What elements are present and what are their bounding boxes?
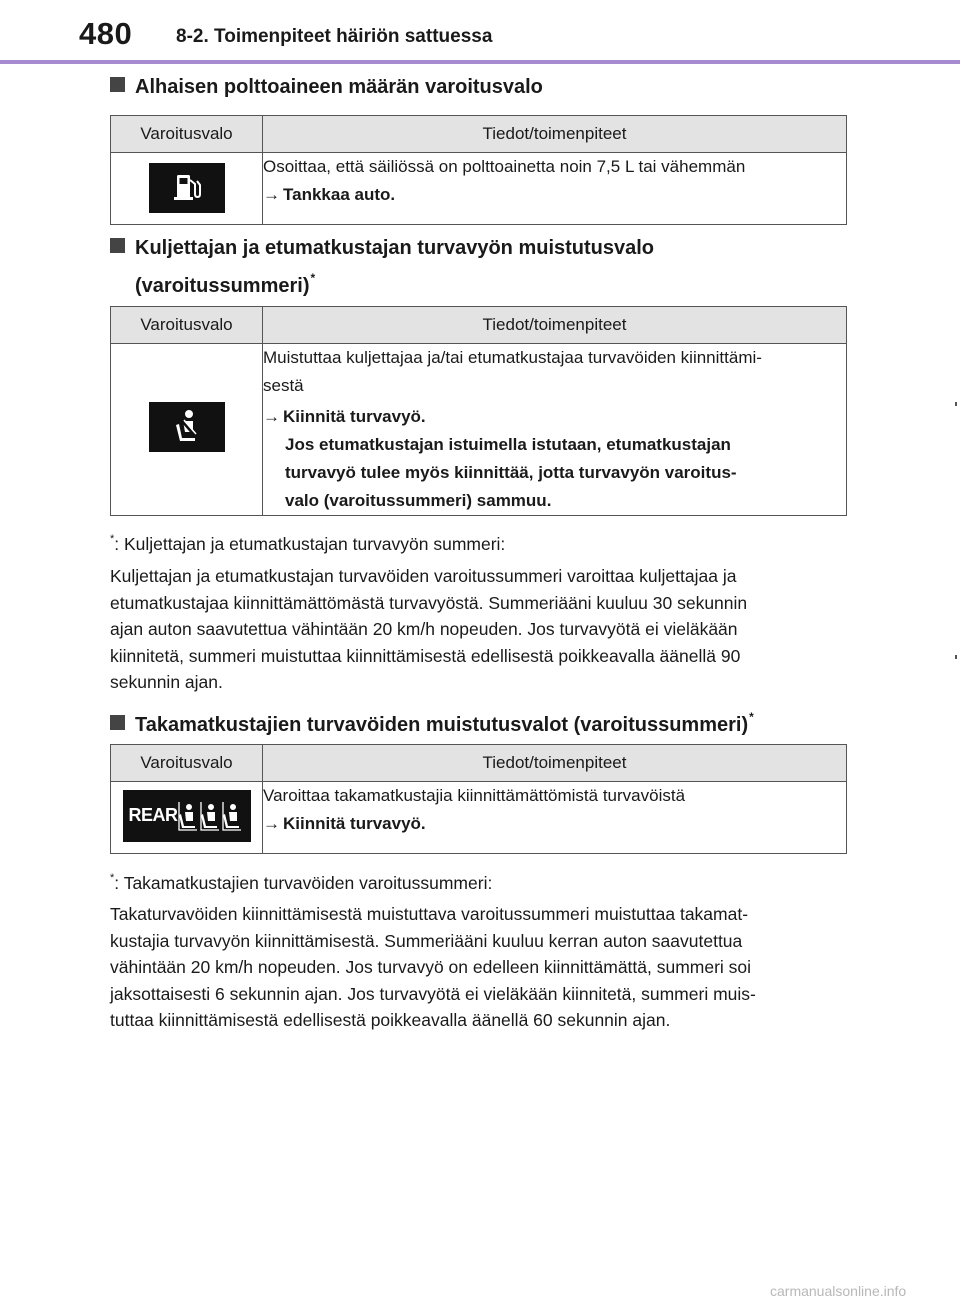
section-title-front-seatbelt: Kuljettajan ja etumatkustajan turvavyön muistutusvalo (varoitussummeri)* — [110, 233, 654, 301]
footnote-2-body: Takaturvavöiden kiinnittämisestä muistuttava varoitussummeri muistuttaa takamat- kustajia turvavyön kiinnittämisestä. Summeriääni kuuluu kerran auton saavutettua vähintään 20 km/h nopeuden. Jos turvavyö on edelleen kiinnittämättä, summeri soi jaksottaisesti 6 sekunnin ajan. Jos turvavyötä ei vieläkään kiinnitetä, summeri muis- tuttaa kiinnittämisestä edellisestä poikkeavalla äänellä 60 sekunnin ajan. — [110, 904, 756, 1030]
square-bullet-icon — [110, 715, 125, 730]
edge-mark — [955, 655, 957, 659]
fuel-pump-icon — [149, 163, 225, 213]
column-header-warning-light: Varoitusvalo — [111, 745, 263, 782]
icon-cell — [111, 344, 263, 516]
watermark: carmanualsonline.info — [770, 1283, 907, 1299]
details-cell — [263, 344, 847, 516]
header-rule — [0, 60, 960, 64]
footnote-1-body: Kuljettajan ja etumatkustajan turvavöiden varoitussummeri varoittaa kuljettajaa ja etumatkustajaa kiinnittämättömästä turvavyöstä. Summeriääni kuuluu 30 sekunnin ajan auton saavutettua vähintään 20 km/h nopeuden. Jos turvavyötä ei vieläkään kiinnitetä, summeri muistuttaa kiinnittämisestä edellisestä poikkeavalla äänellä 90 sekunnin ajan. — [110, 566, 748, 692]
icon-cell — [111, 153, 263, 225]
footnote-2-title: *: Takamatkustajien turvavöiden varoitussummeri: — [110, 872, 493, 893]
edge-mark — [955, 402, 957, 406]
description-text: Osoittaa, että säiliössä on polttoainetta noin 7,5 L tai vähemmän — [263, 157, 746, 176]
seatbelt-icon — [149, 402, 225, 452]
description-text: Varoittaa takamatkustajia kiinnittämättömistä turvavöistä — [263, 786, 686, 805]
page-header — [0, 0, 960, 64]
details-cell — [263, 153, 847, 225]
action-text: → Kiinnitä turvavyö. — [263, 814, 426, 833]
action-text: → Kiinnitä turvavyö. — [263, 407, 426, 426]
warning-table-front-seatbelt — [110, 306, 847, 516]
column-header-details: Tiedot/toimenpiteet — [263, 745, 847, 782]
column-header-warning-light: Varoitusvalo — [111, 116, 263, 153]
column-header-details: Tiedot/toimenpiteet — [263, 116, 847, 153]
column-header-warning-light: Varoitusvalo — [111, 307, 263, 344]
icon-cell — [111, 782, 263, 854]
square-bullet-icon — [110, 238, 125, 253]
section-title-rear-seatbelt: Takamatkustajien turvavöiden muistutusvalot (varoitussummeri)* — [110, 702, 754, 740]
square-bullet-icon — [110, 77, 125, 92]
description-text: Muistuttaa kuljettajaa ja/tai etumatkustajaa turvavöiden kiinnittämi- sestä — [263, 348, 762, 395]
page-number: 480 — [79, 16, 133, 51]
action-detail-text: Jos etumatkustajan istuimella istutaan, etumatkustajan turvavyö tulee myös kiinnittää, jotta turvavyön varoitus- valo (varoitussummeri) sammuu. — [285, 435, 737, 510]
action-text: → Tankkaa auto. — [263, 185, 396, 204]
details-cell — [263, 782, 847, 854]
footnote-1-title: *: Kuljettajan ja etumatkustajan turvavyön summeri: — [110, 533, 506, 554]
column-header-details: Tiedot/toimenpiteet — [263, 307, 847, 344]
warning-table-rear-seatbelt — [110, 744, 847, 854]
chapter-title: 8-2. Toimenpiteet häiriön sattuessa — [176, 26, 493, 47]
warning-table-low-fuel — [110, 115, 847, 225]
section-title-low-fuel: Alhaisen polttoaineen määrän varoitusvalo — [110, 72, 543, 102]
rear-seatbelt-icon: REAR — [123, 790, 251, 842]
